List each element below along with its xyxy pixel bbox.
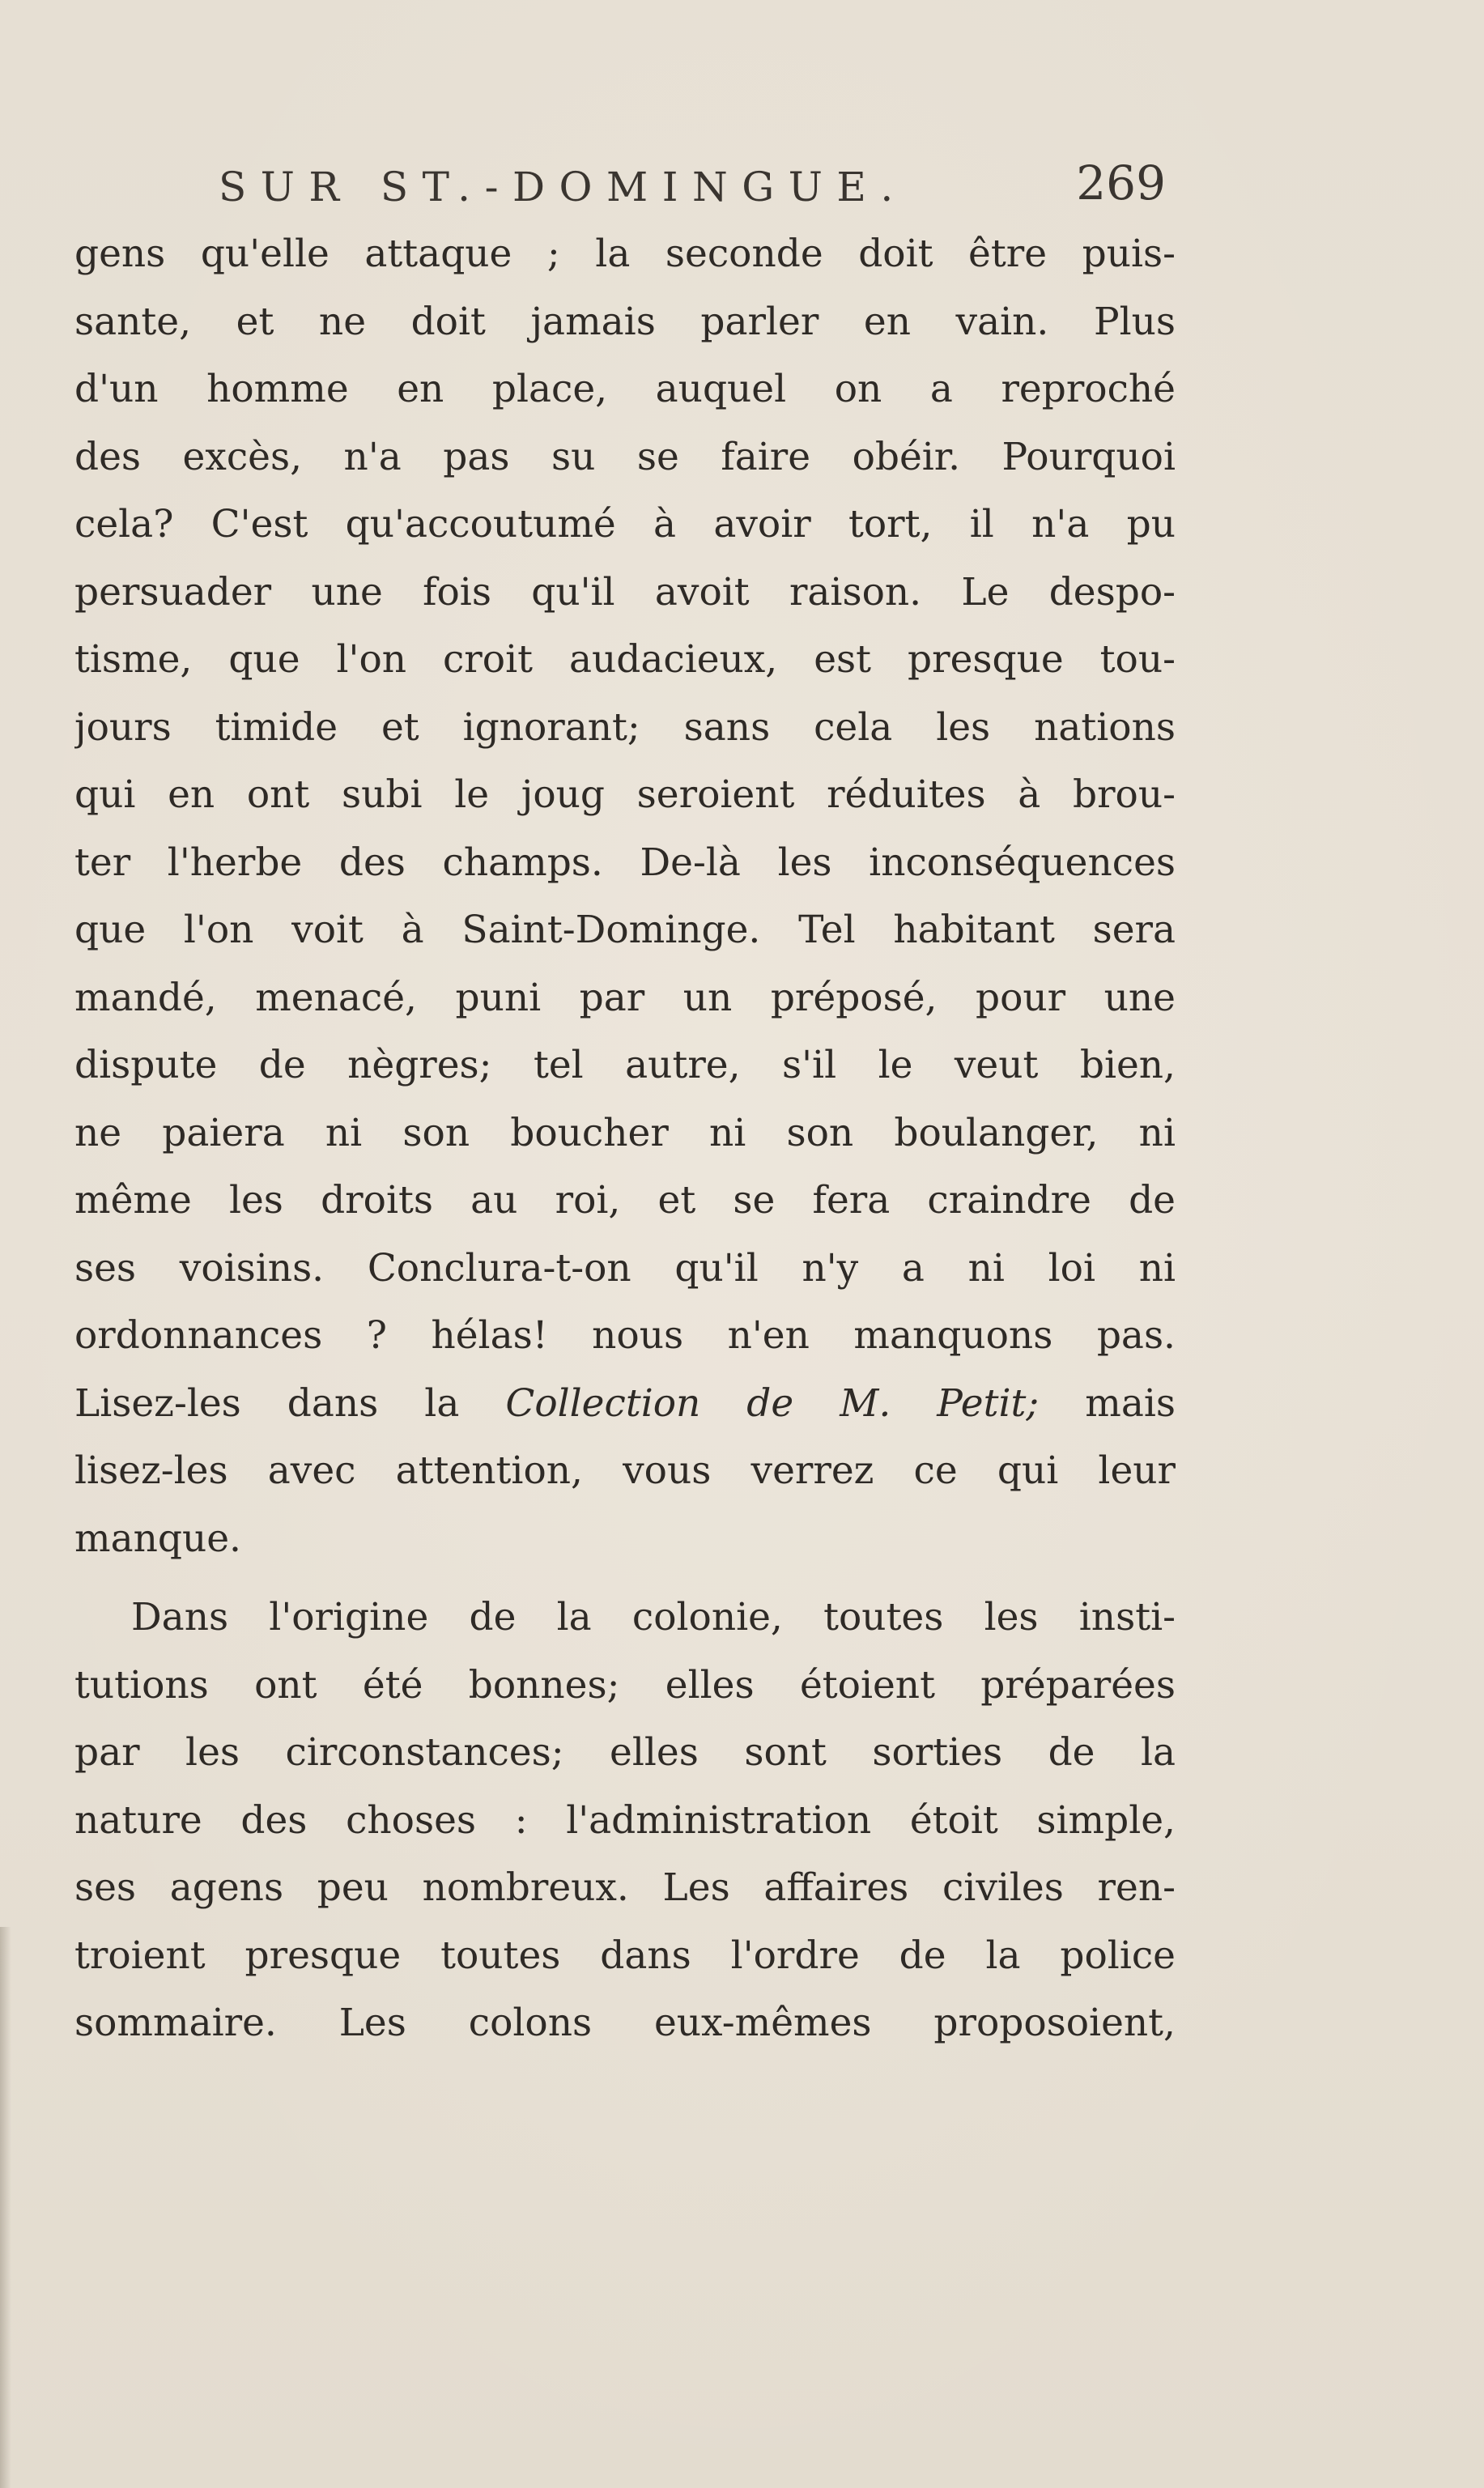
text-line: d'un homme en place, auquel on a reproché: [74, 367, 1176, 411]
text-line: troient presque toutes dans l'ordre de la police: [74, 1933, 1176, 1978]
text-line: que l'on voit à Saint-Dominge. Tel habitant sera: [74, 908, 1176, 952]
text-line: sante, et ne doit jamais parler en vain. Plus: [74, 299, 1176, 344]
text-line: gens qu'elle attaque ; la seconde doit être puis-: [74, 232, 1176, 276]
text-line: sommaire. Les colons eux-mêmes proposoient,: [74, 2001, 1176, 2045]
text-line: ses agens peu nombreux. Les affaires civiles ren-: [74, 1865, 1176, 1910]
running-head: SUR ST.-DOMINGUE.: [219, 164, 908, 211]
text-line: ordonnances ? hélas! nous n'en manquons pas.: [74, 1313, 1176, 1358]
text-line: qui en ont subi le joug seroient réduites à brou-: [74, 772, 1176, 817]
text-line: tisme, que l'on croit audacieux, est presque tou-: [74, 637, 1176, 682]
text-line-paragraph-end: manque.: [74, 1516, 241, 1561]
text-line: tutions ont été bonnes; elles étoient préparées: [74, 1662, 1176, 1708]
text-line: persuader une fois qu'il avoit raison. Le despo-: [74, 569, 1176, 615]
text-line: cela? C'est qu'accoutumé à avoir tort, il n'a pu: [74, 502, 1176, 547]
text-line: des excès, n'a pas su se faire obéir. Pourquoi: [74, 434, 1176, 479]
text-line: mandé, menacé, puni par un préposé, pour une: [74, 975, 1176, 1020]
text-run: mais: [1039, 1380, 1176, 1426]
page-number: 269: [1076, 155, 1166, 211]
italic-citation: Collection de M. Petit;: [505, 1380, 1040, 1426]
page-header: [219, 155, 1166, 228]
text-line: jours timide et ignorant; sans cela les nations: [74, 704, 1176, 750]
text-line: dispute de nègres; tel autre, s'il le veut bien,: [74, 1043, 1176, 1087]
text-line: par les circonstances; elles sont sorties de la: [74, 1730, 1176, 1775]
text-line-paragraph-start: Dans l'origine de la colonie, toutes les insti-: [131, 1595, 1176, 1640]
text-line: lisez-les avec attention, vous verrez ce qui leur: [74, 1448, 1176, 1493]
binding-shadow: [0, 1927, 11, 2488]
text-run: Lisez-les dans la: [74, 1380, 506, 1426]
text-line: ne paiera ni son boucher ni son boulanger, ni: [74, 1110, 1176, 1155]
body-text: [74, 220, 1176, 2057]
paragraph-gap: [74, 1572, 1176, 1584]
text-line: ses voisins. Conclura-t-on qu'il n'y a ni loi ni: [74, 1245, 1176, 1291]
text-line: même les droits au roi, et se fera craindre de: [74, 1178, 1176, 1223]
text-line: nature des choses : l'administration étoit simple,: [74, 1797, 1176, 1843]
text-line: ter l'herbe des champs. De-là les inconséquences: [74, 840, 1176, 885]
text-line-with-citation: [74, 1370, 1176, 1438]
